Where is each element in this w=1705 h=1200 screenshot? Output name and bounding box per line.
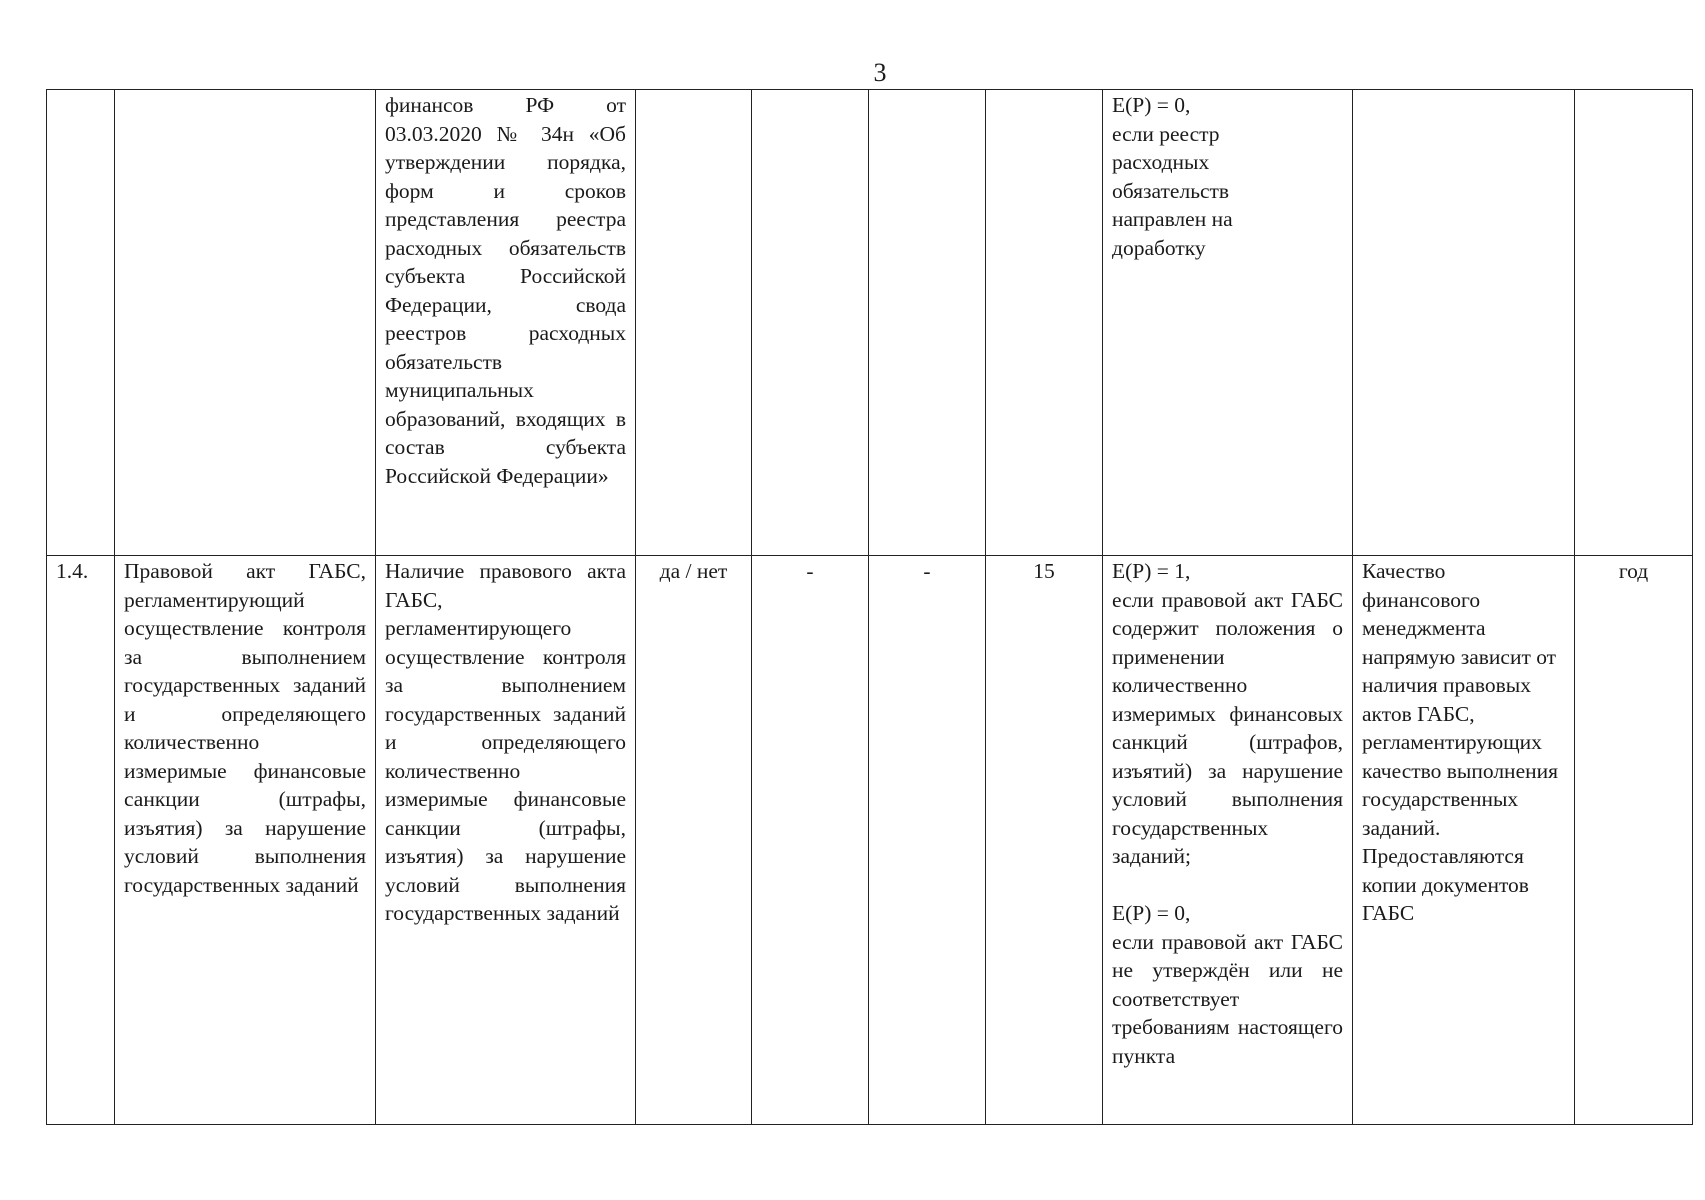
cell-indicator-name	[115, 90, 376, 556]
cell-weight	[986, 90, 1103, 556]
formula-positive: E(P) = 1, если правовой акт ГАБС содержит положения о применении количественно измеримых финансовых санкций (штрафов, изъятий) за нарушение условий выполнения государственных заданий;	[1112, 559, 1343, 868]
cell-comment	[1353, 90, 1575, 556]
cell-period: год	[1575, 556, 1693, 1125]
cell-col-f	[869, 90, 986, 556]
page-number: 3	[873, 58, 887, 87]
cell-col-e	[752, 90, 869, 556]
cell-period	[1575, 90, 1693, 556]
cell-unit: да / нет	[636, 556, 752, 1125]
cell-basis: финансов РФ от 03.03.2020 № 34н «Об утверждении порядка, форм и сроков представления реестра расходных обязательств субъекта Российской Федерации, свода реестров расходных обязательств муниципальных образований, входящих в состав субъекта Российской Федерации»	[376, 90, 636, 556]
cell-formula: E(P) = 0, если реестр расходных обязательств направлен на доработку	[1103, 90, 1353, 556]
cell-col-e: -	[752, 556, 869, 1125]
cell-indicator-name: Правовой акт ГАБС, регламентирующий осуществление контроля за выполнением государственных заданий и определяющего количественно измеримые финансовые санкции (штрафы, изъятия) за нарушение условий выполнения государственных заданий	[115, 556, 376, 1125]
table-row-continuation	[47, 90, 1693, 556]
criteria-table	[46, 89, 1693, 1125]
cell-number	[47, 90, 115, 556]
cell-formula	[1103, 556, 1353, 1125]
cell-comment: Качество финансового менеджмента напрямую зависит от наличия правовых актов ГАБС, регламентирующих качество выполнения государственных заданий. Предоставляются копии документов ГАБС	[1353, 556, 1575, 1125]
table-row-1-4	[47, 556, 1693, 1125]
formula-negative: E(P) = 0, если правовой акт ГАБС не утверждён или не соответствует требованиям настоящего пункта	[1112, 901, 1343, 1068]
cell-unit	[636, 90, 752, 556]
formula-spacer	[1112, 871, 1343, 900]
cell-number: 1.4.	[47, 556, 115, 1125]
cell-weight: 15	[986, 556, 1103, 1125]
cell-col-f: -	[869, 556, 986, 1125]
cell-basis: Наличие правового акта ГАБС, регламентирующего осуществление контроля за выполнением государственных заданий и определяющего количественно измеримые финансовые санкции (штрафы, изъятия) за нарушение условий выполнения государственных заданий	[376, 556, 636, 1125]
